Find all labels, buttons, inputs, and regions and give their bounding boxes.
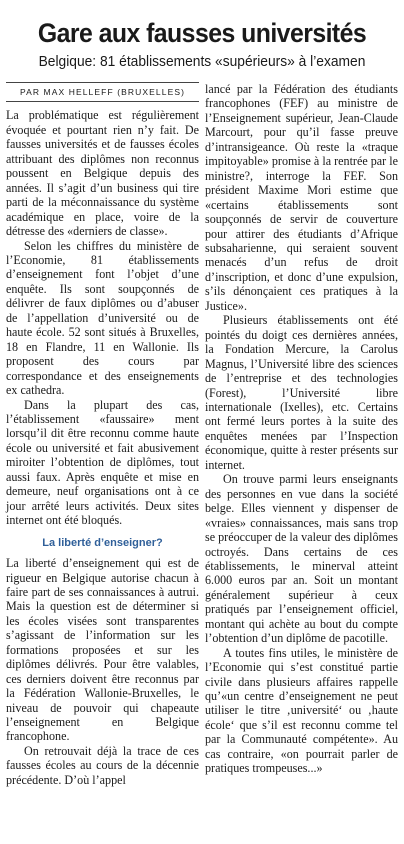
paragraph: La liberté d’enseignement qui est de rigueur en Belgique autorise chacun à faire part de ses connaissances à autrui. Mais la question est de déterminer si les écoles visées sont transparentes s’agissant de l’information sur les formations proposées et sur les diplômes délivrés. Pour être valables, ces derniers doivent être reconnus par la Fédération Wallonie-Bruxelles, le niveau de pouvoir qui chapeaute l’enseignement en Belgique francophone. (6, 556, 199, 744)
paragraph: lancé par la Fédération des étudiants francophones (FEF) au ministre de l’Enseignement supérieur, Jean-Claude Marcourt, pour qu’il fasse preuve d’intransigeance. Où reste la «traque impitoyable» promise à la rentrée par le ministre?, interroge la FEF. Son président Maxime Mori estime que «certains établissements sont soupçonnés de servir de couverture pour attirer des étudiants d’Afrique subsaharienne, qui seraient souvent menacés d’un refus de droit d’inscription, et donc d’une expulsion, s’ils dénonçaient ces pratiques à la Justice». (205, 82, 398, 313)
headline: Gare aux fausses universités (37, 18, 367, 48)
paragraph: Dans la plupart des cas, l’établissement «faussaire» ment lorsqu’il dit être reconnu comme haute école ou université et fait abusivement miroiter l’obtention de diplômes, tout aussi faux. Après enquête et mise en demeure, neuf organisations ont à ce jour arrêté leurs activités. Deux sites internet ont été bloqués. (6, 397, 199, 528)
byline: PAR MAX HELLEFF (BRUXELLES) (6, 82, 199, 102)
right-column (205, 82, 398, 787)
subheadline: Belgique: 81 établissements «supérieurs» à l’examen (38, 53, 366, 70)
paragraph: Selon les chiffres du ministère de l’Economie, 81 établissements d’enseignement font l’objet d’une enquête. Ils sont soupçonnés de délivrer de faux diplômes ou d’abuser de l’appellation d’université ou de haute école. 52 sont situés à Bruxelles, 18 en Flandre, 11 en Wallonie. Ils proposent des cours par correspondance et des enseignements ex cathedra. (6, 238, 199, 398)
article-columns (6, 82, 398, 787)
paragraph: La problématique est régulièrement évoquée et pourtant rien n’y fait. De fausses universités et de fausses écoles attribuant des diplômes non reconnus poussent en Belgique depuis des années. Il s’agit d’un business qui tire parti de la méconnaissance du système académique en place, voire de la détresse des «derniers de classe». (6, 108, 199, 239)
paragraph: On retrouvait déjà la trace de ces fausses écoles au cours de la décennie précédente. D’où l’appel (6, 743, 199, 787)
paragraph: On trouve parmi leurs enseignants des personnes en vue dans la société belge. Elles viennent y dispenser de «vraies» connaissances, mais sans trop se préoccuper de la valeur des diplômes octroyés. Dans certains de ces établissements, le minerval atteint 6.000 euros par an. Soit un montant généralement supérieur à ceux pratiqués par l’enseignement officiel, montant qui achète au bout du compte l’obtention d’un diplôme de pacotille. (205, 472, 398, 646)
paragraph: A toutes fins utiles, le ministère de l’Economie qui s’est constitué partie civile dans plusieurs affaires rappelle qu’«un centre d’enseignement ne peut utiliser le titre ‚université‘ ou ‚haute école‘ que s’il est reconnu comme tel par la Communauté compétente». Au cas contraire, «on pourrait parler de pratiques trompeuses...» (205, 645, 398, 776)
section-subheading: La liberté d’enseigner? (42, 536, 163, 549)
left-column (6, 82, 199, 787)
paragraph: Plusieurs établissements ont été pointés du doigt ces dernières années, la Fondation Mercure, la Carolus Magnus, l’Université libre des sciences de l’entreprise et des technologies (Forest), l’Université libre internationale (Ixelles), etc. Certains ont fermé leurs portes à la suite des enquêtes menées par l’Inspection économique, quitte à rester présents sur internet. (205, 313, 398, 472)
